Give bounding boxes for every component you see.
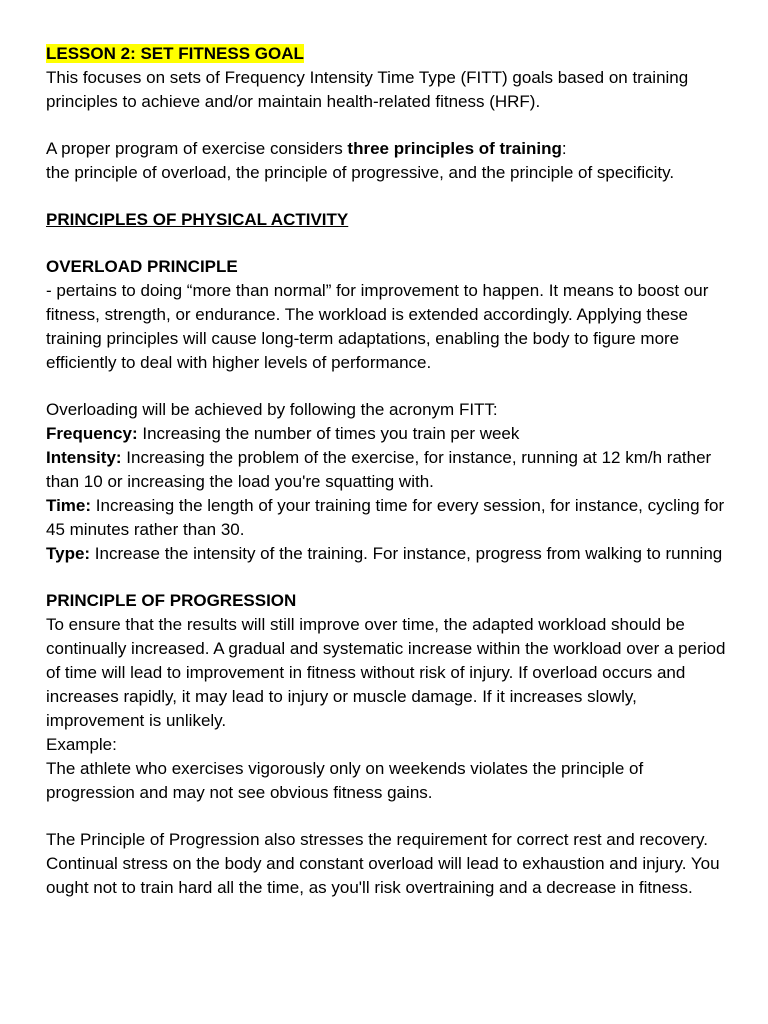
fitt-text: Increasing the problem of the exercise, for instance, running at 12 km/h rather than 10 or increasing the load you're squatting with. xyxy=(46,448,712,491)
fitt-intensity xyxy=(46,446,728,494)
fitt-time xyxy=(46,494,728,542)
example-label: Example: xyxy=(46,735,117,754)
program-bold: three principles of training xyxy=(347,139,562,158)
spacer xyxy=(46,805,728,828)
fitt-term: Frequency: xyxy=(46,424,138,443)
fitt-text: Increasing the number of times you train per week xyxy=(137,424,520,443)
fitt-term: Type: xyxy=(46,544,91,563)
program-principles: the principle of overload, the principle of progressive, and the principle of specificity. xyxy=(46,163,675,182)
program-line xyxy=(46,137,728,161)
fitt-text: Increase the intensity of the training. For instance, progress from walking to running xyxy=(90,544,723,563)
fitt-intro: Overloading will be achieved by following the acronym FITT: xyxy=(46,400,498,419)
spacer xyxy=(46,114,728,137)
lesson-title: LESSON 2: SET FITNESS GOAL xyxy=(46,44,304,63)
section-heading: PRINCIPLES OF PHYSICAL ACTIVITY xyxy=(46,210,349,229)
example-text: The athlete who exercises vigorously only on weekends violates the principle of progression and may not see obvious fitness gains. xyxy=(46,759,644,802)
spacer xyxy=(46,185,728,208)
section-heading-line xyxy=(46,208,728,232)
spacer xyxy=(46,566,728,589)
rest-paragraph: The Principle of Progression also stresses the requirement for correct rest and recovery. Continual stress on the body and constant overload will lead to exhaustion and injury. You ought not to train hard all the time, as you'll risk overtraining and a decrease in fitness. xyxy=(46,830,720,897)
fitt-text: Increasing the length of your training time for every session, for instance, cycling for 45 minutes rather than 30. xyxy=(46,496,725,539)
spacer xyxy=(46,375,728,398)
program-prefix: A proper program of exercise considers xyxy=(46,139,348,158)
fitt-term: Time: xyxy=(46,496,92,515)
overload-heading: OVERLOAD PRINCIPLE xyxy=(46,257,238,276)
fitt-term: Intensity: xyxy=(46,448,122,467)
progression-heading: PRINCIPLE OF PROGRESSION xyxy=(46,591,297,610)
fitt-frequency xyxy=(46,422,728,446)
progression-body: To ensure that the results will still improve over time, the adapted workload should be continually increased. A gradual and systematic increase within the workload over a period of time will lead to improvement in fitness without risk of injury. If overload occurs and increases rapidly, it may lead to injury or muscle damage. If it increases slowly, improvement is unlikely. xyxy=(46,615,726,730)
intro-paragraph: This focuses on sets of Frequency Intensity Time Type (FITT) goals based on training principles to achieve and/or maintain health-related fitness (HRF). xyxy=(46,68,689,111)
overload-body: - pertains to doing “more than normal” for improvement to happen. It means to boost our fitness, strength, or endurance. The workload is extended accordingly. Applying these training principles will cause long-term adaptations, enabling the body to figure more efficiently to deal with higher levels of performance. xyxy=(46,281,709,372)
spacer xyxy=(46,232,728,255)
lesson-title-line xyxy=(46,42,728,66)
program-suffix: : xyxy=(561,139,567,158)
fitt-type xyxy=(46,542,728,566)
